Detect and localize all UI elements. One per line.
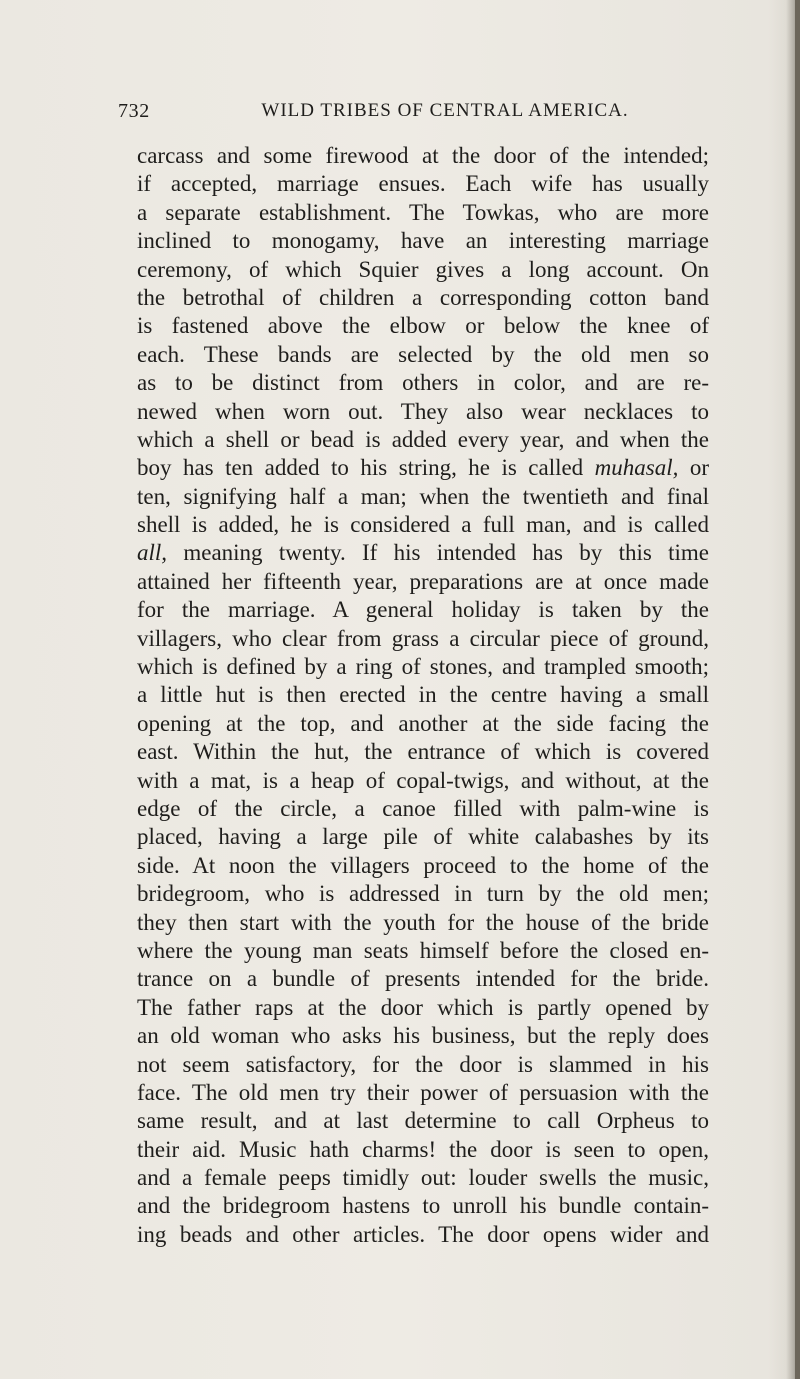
text-line: same result, and at last determine to call Orpheus to [137,1108,709,1134]
text-line: trance on a bundle of presents intended for the bride. [137,966,709,992]
text-line: inclined to monogamy, have an interesting marriage [137,228,709,254]
page-number: 732 [118,100,150,122]
text-line: side. At noon the villagers proceed to the home of the [137,852,709,878]
page-edge [795,0,800,1379]
text-line: for the marriage. A general holiday is taken by the [137,597,709,623]
text-line: is fastened above the elbow or below the knee of [137,313,709,339]
text-line: carcass and some firewood at the door of the intended; [137,143,709,168]
running-head [118,100,688,130]
text-line: and the bridegroom hastens to unroll his bundle contain- [137,1193,709,1219]
text-line: face. The old men try their power of persuasion with the [137,1079,709,1105]
text-line: their aid. Music hath charms! the door is seen to open, [137,1136,709,1162]
text-line: bridegroom, who is addressed in turn by the old men; [137,881,709,907]
text-line: shell is added, he is considered a full man, and is called [137,512,709,538]
text-line: ceremony, of which Squier gives a long account. On [137,256,709,282]
text-line: with a mat, is a heap of copal-twigs, and without, at the [137,767,709,793]
text-line: each. These bands are selected by the old men so [137,341,709,367]
text-line: if accepted, marriage ensues. Each wife has usually [137,171,709,197]
text-segment: meaning twenty. If his intended has by this time [167,540,709,566]
text-line: a little hut is then erected in the centre having a small [137,682,709,708]
italic-term: all, [137,540,168,566]
body-text [137,142,709,1249]
text-line: where the young man seats himself before the closed en- [137,937,709,963]
text-line: ing beads and other articles. The door opens wider and [137,1221,709,1247]
text-line: opening at the top, and another at the side facing the [137,710,709,736]
text-line: ten, signifying half a man; when the twentieth and final [137,483,709,509]
text-line: which is defined by a ring of stones, and trampled smooth; [137,654,709,680]
text-line [137,454,709,482]
text-line: villagers, who clear from grass a circular piece of ground, [137,625,709,651]
running-title: WILD TRIBES OF CENTRAL AMERICA. [261,100,629,121]
text-line: a separate establishment. The Towkas, who are more [137,199,709,225]
text-line: east. Within the hut, the entrance of which is covered [137,739,709,765]
text-line: as to be distinct from others in color, and are re- [137,370,709,396]
text-line: they then start with the youth for the house of the bride [137,909,709,935]
text-line: edge of the circle, a canoe filled with palm-wine is [137,795,709,821]
text-line: which a shell or bead is added every year, and when the [137,426,709,452]
text-segment: boy has ten added to his string, he is called [137,455,595,481]
italic-term: muhasal, [594,455,679,481]
text-line: and a female peeps timidly out: louder swells the music, [137,1165,709,1191]
text-line: The father raps at the door which is partly opened by [137,994,709,1020]
text-line: not seem satisfactory, for the door is slammed in his [137,1051,709,1077]
text-line: newed when worn out. They also wear necklaces to [137,398,709,424]
text-line [137,539,709,567]
text-line: an old woman who asks his business, but the reply does [137,1023,709,1049]
text-line: the betrothal of children a corresponding cotton band [137,284,709,310]
text-line: placed, having a large pile of white calabashes by its [137,824,709,850]
text-line: attained her fifteenth year, preparations are at once made [137,568,709,594]
text-segment: or [678,455,709,481]
